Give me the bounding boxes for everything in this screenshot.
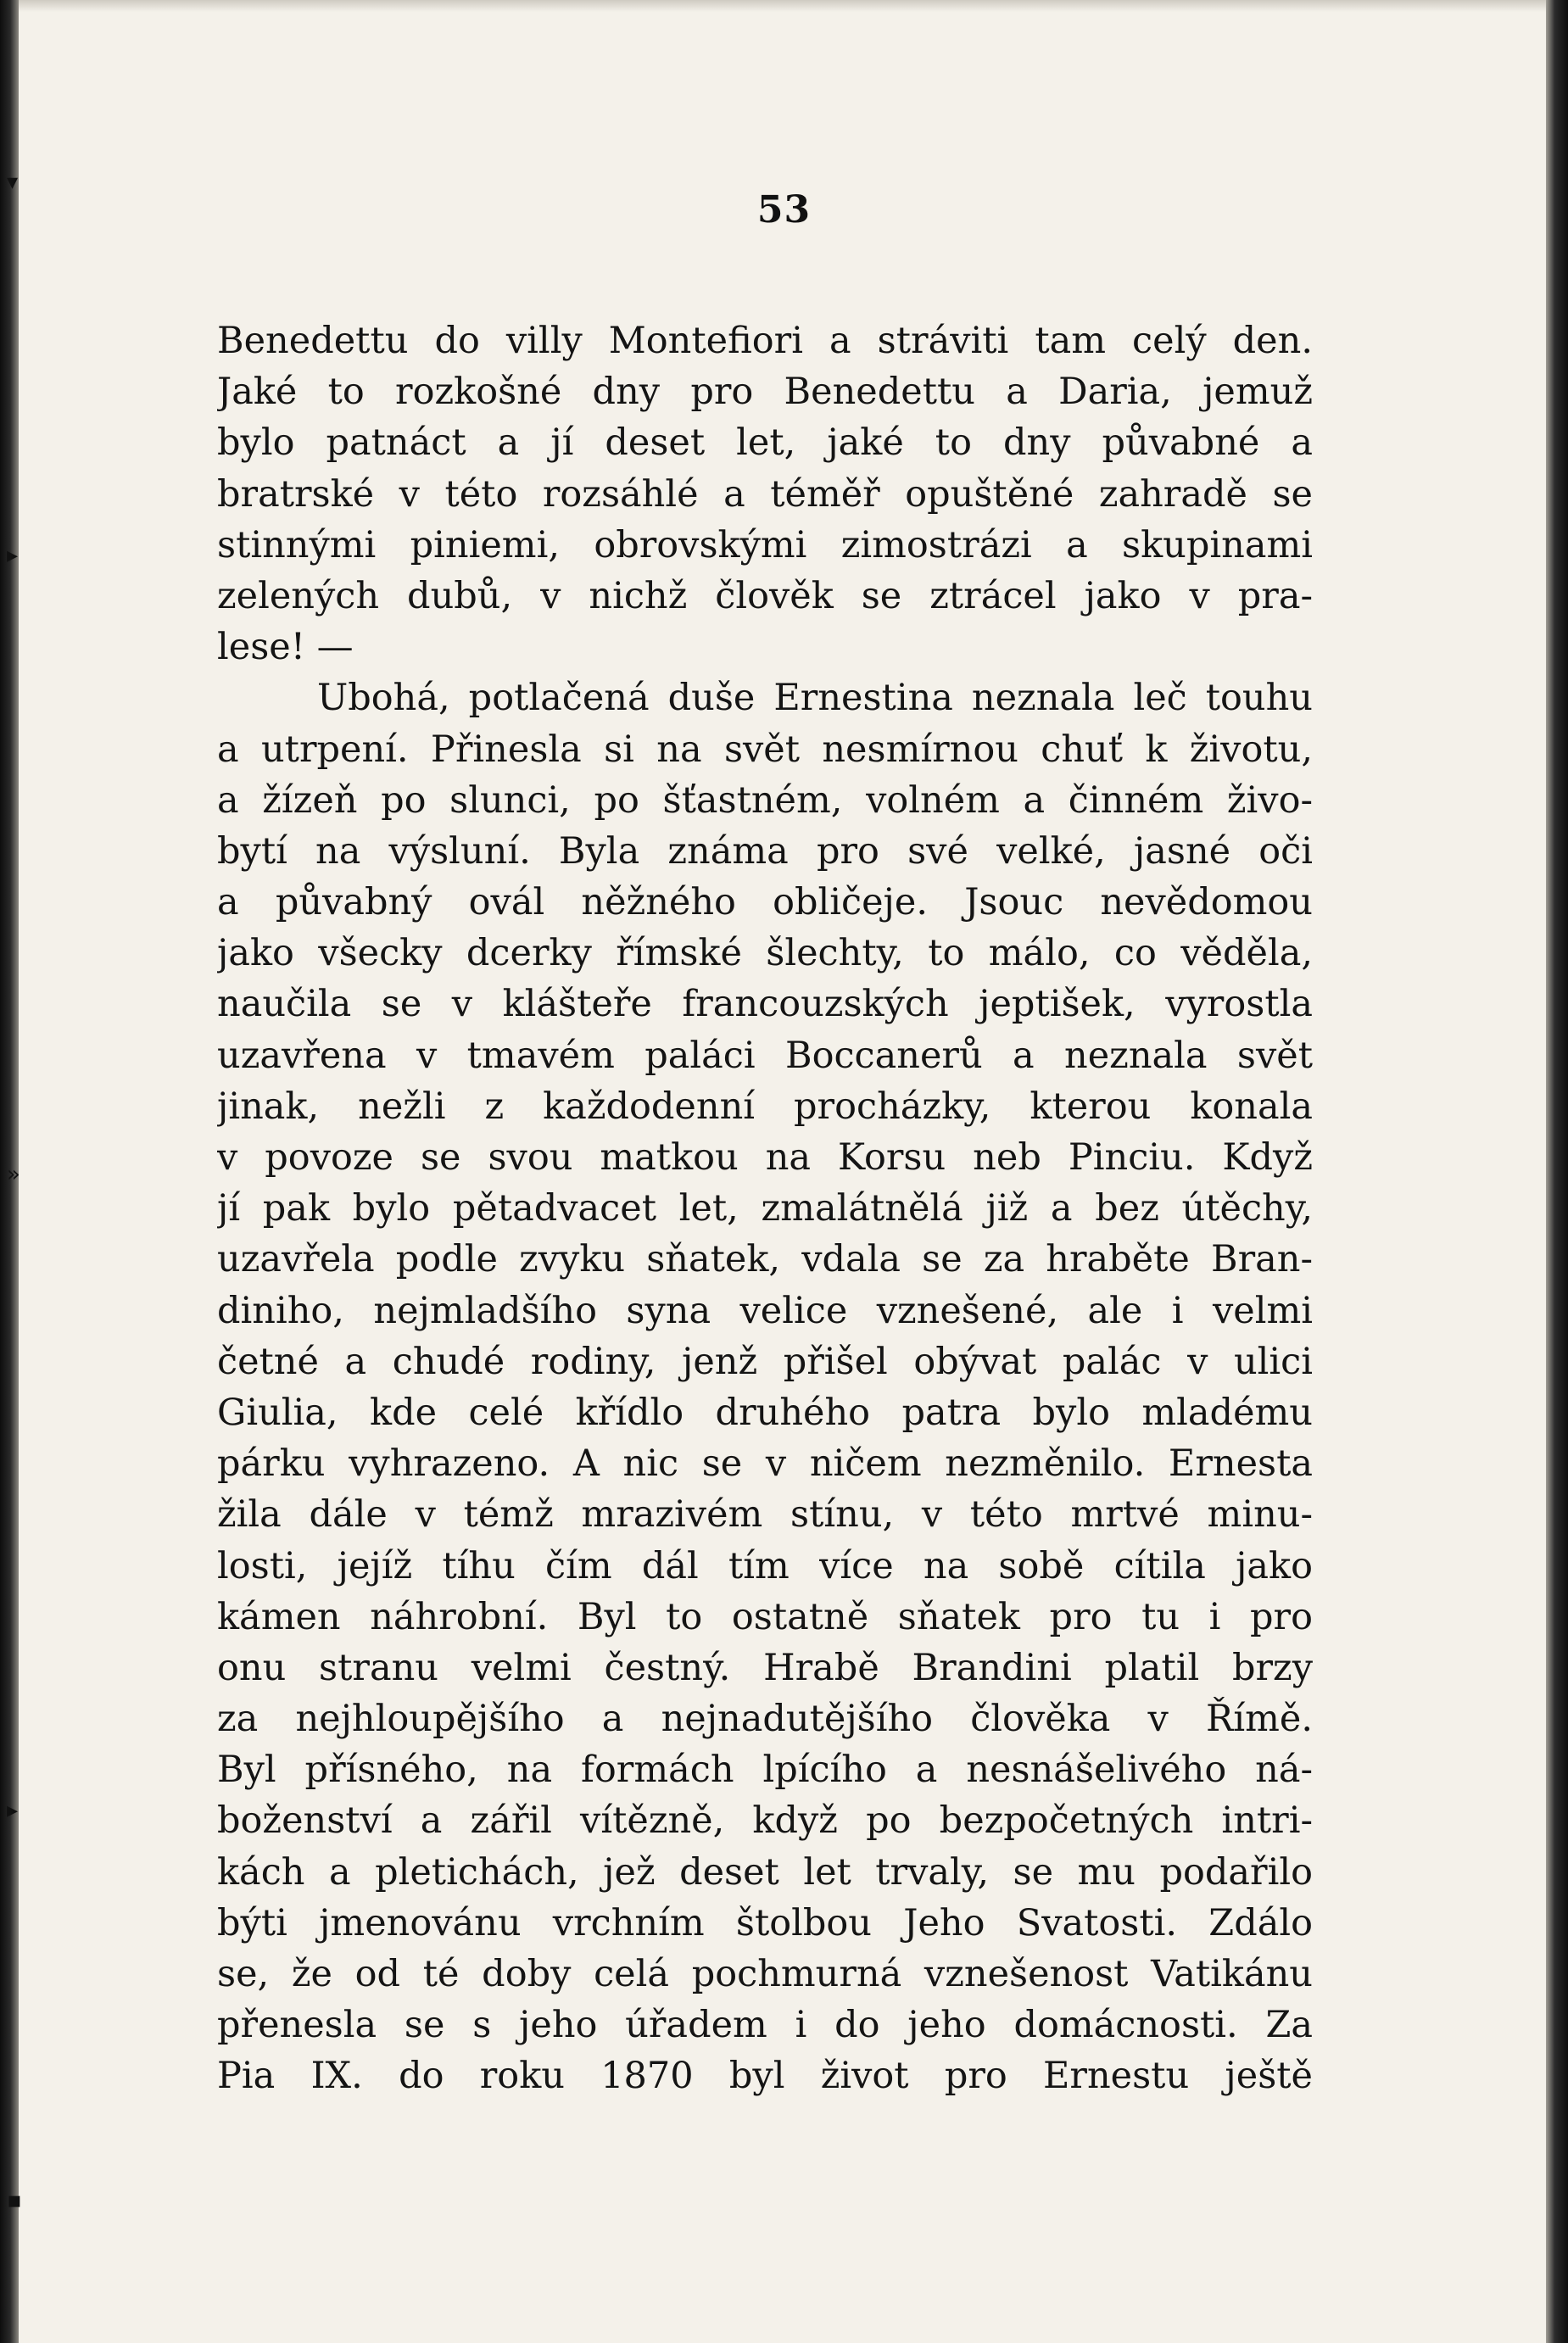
body-text bbox=[217, 315, 1313, 2102]
margin-mark-icon: ▾ bbox=[7, 170, 19, 195]
text-line: diniho, nejmladšího syna velice vznešené, ale i velmi bbox=[217, 1289, 1313, 1332]
text-line: za nejhloupějšího a nejnadutějšího člověka v Římě. bbox=[217, 1698, 1313, 1741]
scan-edge-top bbox=[0, 0, 1568, 12]
text-line: bratrské v této rozsáhlé a téměř opuštěné zahradě se bbox=[217, 472, 1313, 516]
margin-mark-icon: ▸ bbox=[7, 1798, 19, 1823]
text-line: Byl přísného, na formách lpícího a nesnášelivého ná- bbox=[217, 1749, 1313, 1792]
text-line: Pia IX. do roku 1870 byl život pro Ernestu ještě bbox=[217, 2055, 1313, 2098]
text-line: jí pak bylo pětadvacet let, zmalátnělá již a bez útěchy, bbox=[217, 1187, 1313, 1230]
text-line: Ubohá, potlačená duše Ernestina neznala leč touhu bbox=[317, 677, 1313, 720]
text-line: boženství a zářil vítězně, když po bezpočetných intri- bbox=[217, 1799, 1313, 1843]
text-line: a půvabný ovál něžného obličeje. Jsouc nevědomou bbox=[217, 881, 1313, 924]
text-line: losti, jejíž tíhu čím dál tím více na sobě cítila jako bbox=[217, 1544, 1313, 1587]
text-line: kámen náhrobní. Byl to ostatně sňatek pro tu i pro bbox=[217, 1595, 1313, 1638]
text-line: přenesla se s jeho úřadem i do jeho domácnosti. Za bbox=[217, 2004, 1313, 2047]
text-line: a utrpení. Přinesla si na svět nesmírnou chuť k životu, bbox=[217, 728, 1313, 771]
text-line: se, že od té doby celá pochmurná vznešenost Vatikánu bbox=[217, 1953, 1313, 1995]
text-line: uzavřena v tmavém paláci Boccanerů a neznala svět bbox=[217, 1034, 1313, 1077]
text-line: jako všecky dcerky římské šlechty, to málo, co věděla, bbox=[217, 932, 1313, 975]
text-line: četné a chudé rodiny, jenž přišel obývat palác v ulici bbox=[217, 1340, 1313, 1383]
text-line: zelených dubů, v nichž člověk se ztrácel jako v pra- bbox=[217, 574, 1313, 617]
text-line: jinak, nežli z každodenní procházky, kterou konala bbox=[217, 1085, 1313, 1128]
page-number: 53 bbox=[756, 188, 812, 232]
text-line: v povoze se svou matkou na Korsu neb Pinciu. Když bbox=[217, 1136, 1313, 1179]
text-line: lese! — bbox=[217, 626, 354, 669]
text-line: Benedettu do villy Montefiori a stráviti tam celý den. bbox=[217, 320, 1313, 362]
scan-edge-right bbox=[1546, 0, 1568, 2343]
text-line: naučila se v klášteře francouzských jeptišek, vyrostla bbox=[217, 983, 1313, 1026]
text-line: uzavřela podle zvyku sňatek, vdala se za hraběte Bran- bbox=[217, 1238, 1313, 1281]
text-line: kách a pletichách, jež deset let trvaly, se mu podařilo bbox=[217, 1850, 1313, 1894]
text-line: Giulia, kde celé křídlo druhého patra bylo mladému bbox=[217, 1391, 1313, 1434]
margin-mark-icon: ▪ bbox=[7, 2188, 22, 2213]
text-line: bylo patnáct a jí deset let, jaké to dny půvabné a bbox=[217, 421, 1313, 465]
text-line: žila dále v témž mrazivém stínu, v této mrtvé minu- bbox=[217, 1493, 1313, 1537]
text-line: stinnými piniemi, obrovskými zimostrázi a skupinami bbox=[217, 523, 1313, 566]
text-line: býti jmenovánu vrchním štolbou Jeho Svatosti. Zdálo bbox=[217, 1901, 1313, 1944]
text-line: bytí na výsluní. Byla známa pro své velké, jasné oči bbox=[217, 829, 1313, 873]
text-line: a žízeň po slunci, po šťastném, volném a činném živo- bbox=[217, 778, 1313, 822]
text-line: onu stranu velmi čestný. Hrabě Brandini platil brzy bbox=[217, 1646, 1313, 1689]
margin-mark-icon: » bbox=[7, 1162, 20, 1187]
margin-mark-icon: ▸ bbox=[7, 543, 19, 568]
text-line: Jaké to rozkošné dny pro Benedettu a Daria, jemuž bbox=[217, 371, 1313, 414]
text-line: párku vyhrazeno. A nic se v ničem nezměnilo. Ernesta bbox=[217, 1442, 1313, 1486]
